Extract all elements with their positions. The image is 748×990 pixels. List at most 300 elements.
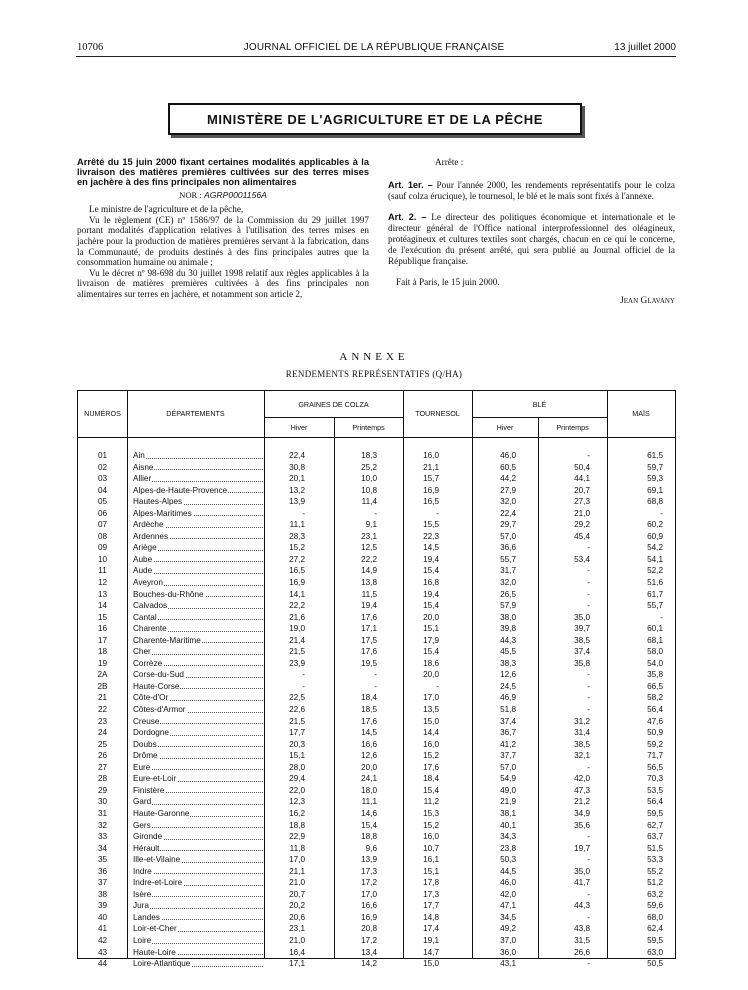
table-row bbox=[78, 877, 675, 889]
cell-numero: 15 bbox=[97, 612, 108, 622]
cell-tournesol: 15,4 bbox=[423, 566, 439, 576]
cell-tournesol: 17,7 bbox=[423, 901, 439, 911]
cell-ble-hiver: 23,8 bbox=[500, 843, 516, 853]
article-1-text: Pour l'année 2000, les rendements représentatifs pour le colza (sauf colza érucique), le tournesol, le blé et le maïs sont fixés à l'annexe. bbox=[388, 180, 675, 202]
cell-tournesol: 19,1 bbox=[423, 935, 439, 945]
article-2-text: Le directeur des politiques économique et internationale et le directeur général de l'Office national interprofessionnel des oléagineux, protéagineux et cultures textiles sont chargés, chacun en ce qui le concerne, de l'exécution du présent arrêté, qui sera publié au Journal officiel de la République française. bbox=[388, 211, 676, 267]
cell-departement bbox=[133, 727, 263, 739]
cell-ble-printemps: - bbox=[587, 451, 590, 460]
cell-departement bbox=[133, 750, 263, 762]
cell-ble-printemps: 50,4 bbox=[574, 462, 590, 472]
cell-tournesol: 11,2 bbox=[423, 797, 439, 807]
cell-colza-printemps: 17,2 bbox=[361, 935, 377, 945]
department-name: Bouches-du-Rhône bbox=[133, 589, 204, 599]
cell-numero: 42 bbox=[97, 935, 108, 945]
department-name: Ain bbox=[133, 451, 145, 460]
cell-ble-printemps: 31,4 bbox=[574, 728, 590, 738]
cell-colza-printemps: - bbox=[374, 508, 377, 518]
cell-ble-printemps: 19,7 bbox=[574, 843, 590, 853]
department-name: Loire bbox=[133, 935, 152, 945]
col-header-colza-hiver: Hiver bbox=[290, 423, 308, 432]
cell-ble-hiver: 31,7 bbox=[500, 566, 516, 576]
department-name: Doubs bbox=[133, 739, 157, 749]
cell-ble-hiver: 40,1 bbox=[500, 820, 516, 830]
department-name: Haute-Corse bbox=[133, 681, 180, 691]
cell-numero: 26 bbox=[97, 751, 108, 761]
cell-ble-hiver: 12,6 bbox=[500, 670, 516, 680]
cell-ble-hiver: 44,5 bbox=[500, 866, 516, 876]
table-row bbox=[78, 496, 675, 508]
cell-ble-hiver: 22,4 bbox=[500, 508, 516, 518]
cell-ble-printemps: - bbox=[587, 566, 590, 576]
department-name: Alpes-de-Haute-Provence bbox=[133, 485, 228, 495]
cell-colza-printemps: 18,3 bbox=[361, 451, 377, 460]
cell-numero: 08 bbox=[97, 531, 108, 541]
cell-mais: 68,0 bbox=[647, 912, 663, 922]
cell-ble-hiver: 29,7 bbox=[500, 520, 516, 530]
cell-tournesol: 18,4 bbox=[423, 774, 439, 784]
cell-numero: 05 bbox=[97, 497, 108, 507]
cell-numero: 10 bbox=[97, 554, 108, 564]
cell-numero: 2A bbox=[97, 670, 108, 680]
cell-colza-printemps: 14,9 bbox=[361, 566, 377, 576]
cell-ble-hiver: 45,5 bbox=[500, 647, 516, 657]
cell-mais: 53,3 bbox=[647, 855, 663, 865]
cell-numero: 41 bbox=[97, 924, 108, 934]
department-name: Cher bbox=[133, 647, 151, 657]
department-name: Indre-et-Loire bbox=[133, 878, 183, 888]
cell-colza-hiver: 22,5 bbox=[289, 693, 305, 703]
department-name: Creuse bbox=[133, 716, 160, 726]
nor-label: NOR : bbox=[179, 189, 202, 200]
department-name: Aube bbox=[133, 554, 153, 564]
cell-tournesol: 15,3 bbox=[423, 808, 439, 818]
cell-departement bbox=[133, 796, 263, 808]
cell-colza-printemps: 19,5 bbox=[361, 658, 377, 668]
cell-colza-hiver: 13,2 bbox=[289, 485, 305, 495]
table-row bbox=[78, 796, 675, 808]
cell-departement bbox=[133, 808, 263, 820]
cell-colza-printemps: 14,6 bbox=[361, 808, 377, 818]
cell-mais: 59,5 bbox=[647, 808, 663, 818]
cell-colza-hiver: 30,8 bbox=[289, 462, 305, 472]
cell-ble-printemps: 41,7 bbox=[574, 878, 590, 888]
cell-departement bbox=[133, 462, 263, 474]
cell-colza-printemps: 17,6 bbox=[361, 716, 377, 726]
cell-mais: 63,0 bbox=[647, 947, 663, 957]
table-row bbox=[78, 519, 675, 531]
preamble-decree: Vu le décret nº 98-698 du 30 juillet 1998 relatif aux règles applicables à la livraison de matières premières cultivées à des fins principales non alimentaires sur terres en jachère, et notamment son article 2, bbox=[77, 267, 369, 299]
cell-tournesol: - bbox=[436, 508, 439, 518]
cell-mais: 50,9 bbox=[647, 728, 663, 738]
department-name: Eure-et-Loir bbox=[133, 774, 177, 784]
cell-ble-hiver: 21,9 bbox=[500, 797, 516, 807]
cell-colza-hiver: 28,3 bbox=[289, 531, 305, 541]
col-header-mais: MAÏS bbox=[632, 409, 650, 418]
cell-ble-printemps: 31,5 bbox=[574, 935, 590, 945]
cell-mais: 60,9 bbox=[647, 531, 663, 541]
department-name: Charente-Maritime bbox=[133, 635, 201, 645]
cell-colza-hiver: 11,8 bbox=[289, 843, 305, 853]
cell-numero: 28 bbox=[97, 774, 108, 784]
cell-numero: 01 bbox=[97, 451, 108, 460]
cell-mais: 68,8 bbox=[647, 497, 663, 507]
cell-ble-hiver: 34,3 bbox=[500, 832, 516, 842]
department-name: Ardennes bbox=[133, 531, 169, 541]
table-row bbox=[78, 554, 675, 566]
cell-colza-hiver: 23,9 bbox=[289, 658, 305, 668]
cell-mais: 66,5 bbox=[647, 681, 663, 691]
cell-ble-hiver: 41,2 bbox=[500, 739, 516, 749]
cell-numero: 06 bbox=[97, 508, 108, 518]
department-name: Côtes-d'Armor bbox=[133, 705, 186, 715]
table-divider bbox=[78, 437, 675, 438]
cell-tournesol: 15,4 bbox=[423, 785, 439, 795]
cell-ble-printemps: 21,2 bbox=[574, 797, 590, 807]
cell-departement bbox=[133, 704, 263, 716]
cell-departement bbox=[133, 692, 263, 704]
department-name: Corrèze bbox=[133, 658, 163, 668]
cell-departement bbox=[133, 508, 263, 520]
dot-leader bbox=[133, 820, 263, 829]
cell-mais: 50,5 bbox=[647, 959, 663, 969]
department-name: Drôme bbox=[133, 751, 158, 761]
dot-leader bbox=[133, 796, 263, 805]
cell-tournesol: 17,0 bbox=[423, 693, 439, 703]
table-row bbox=[78, 542, 675, 554]
preamble-minister: Le ministre de l'agriculture et de la pêche, bbox=[89, 204, 244, 215]
cell-mais: 62,7 bbox=[647, 820, 663, 830]
cell-tournesol: 21,1 bbox=[423, 462, 439, 472]
cell-colza-printemps: 17,0 bbox=[361, 889, 377, 899]
department-name: Finistère bbox=[133, 785, 165, 795]
cell-colza-printemps: 14,5 bbox=[361, 728, 377, 738]
table-row bbox=[78, 635, 675, 647]
cell-colza-hiver: 20,6 bbox=[289, 912, 305, 922]
cell-colza-hiver: 15,1 bbox=[289, 751, 305, 761]
cell-tournesol: 14,7 bbox=[423, 947, 439, 957]
dot-leader bbox=[133, 450, 263, 459]
cell-ble-hiver: 46,0 bbox=[500, 878, 516, 888]
table-row bbox=[78, 820, 675, 832]
table-row bbox=[78, 681, 675, 693]
table-row bbox=[78, 646, 675, 658]
dot-leader bbox=[133, 935, 263, 944]
cell-colza-printemps: 11,1 bbox=[361, 797, 377, 807]
cell-ble-hiver: 49,0 bbox=[500, 785, 516, 795]
table-row bbox=[78, 623, 675, 635]
ministry-title: MINISTÈRE DE L'AGRICULTURE ET DE LA PÊCHE bbox=[168, 103, 582, 135]
cell-tournesol: 17,4 bbox=[423, 924, 439, 934]
table-row bbox=[78, 889, 675, 901]
cell-tournesol: 15,1 bbox=[423, 624, 439, 634]
cell-tournesol: 14,5 bbox=[423, 543, 439, 553]
cell-colza-printemps: 18,0 bbox=[361, 785, 377, 795]
cell-departement bbox=[133, 519, 263, 531]
cell-numero: 18 bbox=[97, 647, 108, 657]
cell-colza-printemps: 25,2 bbox=[361, 462, 377, 472]
cell-colza-hiver: - bbox=[302, 670, 305, 680]
cell-mais: 54,0 bbox=[647, 658, 663, 668]
cell-colza-printemps: 13,8 bbox=[361, 578, 377, 588]
cell-colza-hiver: 11,1 bbox=[289, 520, 305, 530]
cell-departement bbox=[133, 646, 263, 658]
department-name: Isère bbox=[133, 889, 152, 899]
cell-numero: 07 bbox=[97, 520, 108, 530]
journal-title: JOURNAL OFFICIEL DE LA RÉPUBLIQUE FRANÇAISE bbox=[243, 42, 505, 53]
cell-mais: 69,1 bbox=[647, 485, 663, 495]
department-name: Hautes-Alpes bbox=[133, 497, 183, 507]
cell-ble-printemps: - bbox=[587, 670, 590, 680]
cell-numero: 04 bbox=[97, 485, 108, 495]
cell-mais: 71,7 bbox=[647, 751, 663, 761]
cell-ble-printemps: 37,4 bbox=[574, 647, 590, 657]
department-name: Dordogne bbox=[133, 728, 169, 738]
cell-colza-hiver: 20,3 bbox=[289, 739, 305, 749]
dot-leader bbox=[133, 646, 263, 655]
cell-colza-hiver: 16,2 bbox=[289, 808, 305, 818]
table-divider bbox=[264, 417, 403, 418]
cell-colza-printemps: 19,4 bbox=[361, 601, 377, 611]
cell-numero: 2B bbox=[97, 681, 108, 691]
cell-ble-printemps: 27,3 bbox=[574, 497, 590, 507]
cell-ble-hiver: 32,0 bbox=[500, 578, 516, 588]
cell-mais: 51,2 bbox=[647, 878, 663, 888]
cell-colza-hiver: 17,0 bbox=[289, 855, 305, 865]
department-name: Aisne bbox=[133, 462, 154, 472]
cell-tournesol: 19,4 bbox=[423, 589, 439, 599]
cell-colza-printemps: 10,0 bbox=[361, 474, 377, 484]
cell-departement bbox=[133, 820, 263, 832]
cell-mais: 55,7 bbox=[647, 601, 663, 611]
cell-tournesol: 16,9 bbox=[423, 485, 439, 495]
decree-preamble bbox=[77, 157, 369, 300]
cell-numero: 37 bbox=[97, 878, 108, 888]
cell-departement bbox=[133, 773, 263, 785]
cell-mais: 63,2 bbox=[647, 889, 663, 899]
table-row bbox=[78, 485, 675, 497]
cell-colza-hiver: 22,4 bbox=[289, 451, 305, 460]
cell-colza-printemps: 17,5 bbox=[361, 635, 377, 645]
cell-colza-printemps: 24,1 bbox=[361, 774, 377, 784]
table-row bbox=[78, 739, 675, 751]
cell-colza-hiver: - bbox=[302, 508, 305, 518]
cell-numero: 09 bbox=[97, 543, 108, 553]
cell-colza-printemps: 13,9 bbox=[361, 855, 377, 865]
cell-ble-printemps: 45,4 bbox=[574, 531, 590, 541]
cell-mais: 60,2 bbox=[647, 520, 663, 530]
department-name: Gers bbox=[133, 820, 151, 830]
cell-mais: 62,4 bbox=[647, 924, 663, 934]
decree-articles bbox=[388, 157, 675, 307]
cell-departement bbox=[133, 958, 263, 970]
department-name: Landes bbox=[133, 912, 160, 922]
cell-colza-printemps: 23,1 bbox=[361, 531, 377, 541]
cell-mais: 60,1 bbox=[647, 624, 663, 634]
arrete-heading: Arrête : bbox=[435, 157, 464, 167]
cell-ble-printemps: - bbox=[587, 855, 590, 865]
table-row bbox=[78, 612, 675, 624]
cell-ble-printemps: 35,6 bbox=[574, 820, 590, 830]
cell-ble-printemps: - bbox=[587, 762, 590, 772]
cell-tournesol: 13,5 bbox=[423, 705, 439, 715]
cell-colza-printemps: 22,2 bbox=[361, 554, 377, 564]
cell-numero: 14 bbox=[97, 601, 108, 611]
table-row bbox=[78, 947, 675, 959]
cell-tournesol: 16,1 bbox=[423, 855, 439, 865]
cell-ble-hiver: 51,8 bbox=[500, 705, 516, 715]
cell-ble-hiver: 34,5 bbox=[500, 912, 516, 922]
table-row bbox=[78, 854, 675, 866]
cell-ble-printemps: - bbox=[587, 601, 590, 611]
cell-numero: 38 bbox=[97, 889, 108, 899]
department-name: Eure bbox=[133, 762, 151, 772]
cell-tournesol: 15,7 bbox=[423, 474, 439, 484]
department-name: Aveyron bbox=[133, 578, 163, 588]
cell-ble-hiver: 54,9 bbox=[500, 774, 516, 784]
cell-mais: 56,4 bbox=[647, 705, 663, 715]
cell-mais: 59,5 bbox=[647, 935, 663, 945]
table-row bbox=[78, 785, 675, 797]
cell-ble-printemps: 20,7 bbox=[574, 485, 590, 495]
cell-ble-printemps: 38,5 bbox=[574, 739, 590, 749]
annex-subtitle: RENDEMENTS REPRÉSENTATIFS (Q/HA) bbox=[285, 369, 463, 379]
cell-tournesol: 17,9 bbox=[423, 635, 439, 645]
cell-departement bbox=[133, 600, 263, 612]
cell-ble-printemps: - bbox=[587, 705, 590, 715]
table-row bbox=[78, 762, 675, 774]
cell-numero: 25 bbox=[97, 739, 108, 749]
cell-colza-hiver: 29,4 bbox=[289, 774, 305, 784]
table-row bbox=[78, 473, 675, 485]
department-name: Loire-Atlantique bbox=[133, 959, 191, 969]
cell-colza-hiver: 22,9 bbox=[289, 832, 305, 842]
cell-departement bbox=[133, 623, 263, 635]
cell-mais: 58,0 bbox=[647, 647, 663, 657]
cell-colza-hiver: 22,0 bbox=[289, 785, 305, 795]
department-name: Indre bbox=[133, 866, 152, 876]
nor-reference bbox=[77, 190, 369, 201]
cell-mais: 59,2 bbox=[647, 739, 663, 749]
cell-colza-hiver: 17,7 bbox=[289, 728, 305, 738]
cell-tournesol: 16,0 bbox=[423, 739, 439, 749]
cell-colza-printemps: 10,8 bbox=[361, 485, 377, 495]
cell-colza-hiver: 23,1 bbox=[289, 924, 305, 934]
preamble-regulation: Vu le règlement (CE) nº 1586/97 de la Commission du 29 juillet 1997 portant modalités d'application relatives à l'utilisation des terres mises en jachère pour la production de matières premières servant à la fabrication, dans la Communauté, de produits destinés à des fins principales autres que la consommation humaine ou animale ; bbox=[77, 214, 369, 268]
col-header-tournesol: TOURNESOL bbox=[415, 409, 460, 418]
cell-ble-hiver: 32,0 bbox=[500, 497, 516, 507]
department-name: Gard bbox=[133, 797, 152, 807]
cell-ble-printemps: 38,5 bbox=[574, 635, 590, 645]
col-header-departements: DÉPARTEMENTS bbox=[166, 409, 225, 418]
cell-colza-hiver: 16,4 bbox=[289, 947, 305, 957]
cell-departement bbox=[133, 785, 263, 797]
cell-numero: 40 bbox=[97, 912, 108, 922]
department-name: Gironde bbox=[133, 832, 163, 842]
cell-colza-hiver: 21,4 bbox=[289, 635, 305, 645]
cell-colza-printemps: 17,2 bbox=[361, 878, 377, 888]
cell-mais: 51,5 bbox=[647, 843, 663, 853]
cell-colza-printemps: 12,5 bbox=[361, 543, 377, 553]
table-row bbox=[78, 692, 675, 704]
cell-numero: 19 bbox=[97, 658, 108, 668]
table-row bbox=[78, 704, 675, 716]
cell-colza-hiver: 13,9 bbox=[289, 497, 305, 507]
cell-ble-printemps: 35,8 bbox=[574, 658, 590, 668]
cell-numero: 36 bbox=[97, 866, 108, 876]
table-body bbox=[78, 450, 675, 970]
table-row bbox=[78, 716, 675, 728]
cell-colza-hiver: - bbox=[302, 681, 305, 691]
signature: Jean Glavany bbox=[620, 295, 675, 306]
page-number: 10706 bbox=[77, 42, 104, 53]
cell-ble-printemps: 43,8 bbox=[574, 924, 590, 934]
cell-ble-hiver: 24,5 bbox=[500, 681, 516, 691]
dot-leader bbox=[133, 889, 263, 898]
cell-colza-printemps: 20,8 bbox=[361, 924, 377, 934]
table-row bbox=[78, 923, 675, 935]
cell-departement bbox=[133, 843, 263, 855]
table-row bbox=[78, 508, 675, 520]
cell-colza-hiver: 18,8 bbox=[289, 820, 305, 830]
cell-mais: 63,7 bbox=[647, 832, 663, 842]
cell-ble-hiver: 44,2 bbox=[500, 474, 516, 484]
table-row bbox=[78, 773, 675, 785]
cell-tournesol: 15,2 bbox=[423, 751, 439, 761]
cell-tournesol: 15,1 bbox=[423, 866, 439, 876]
department-name: Ariège bbox=[133, 543, 157, 553]
table-row bbox=[78, 900, 675, 912]
cell-ble-printemps: - bbox=[587, 543, 590, 553]
cell-tournesol: 15,0 bbox=[423, 959, 439, 969]
cell-colza-hiver: 27,2 bbox=[289, 554, 305, 564]
cell-mais: 59,6 bbox=[647, 901, 663, 911]
cell-numero: 11 bbox=[98, 566, 107, 576]
cell-colza-printemps: 18,4 bbox=[361, 693, 377, 703]
cell-numero: 39 bbox=[97, 901, 108, 911]
department-name: Charente bbox=[133, 624, 167, 634]
cell-ble-hiver: 47,1 bbox=[500, 901, 516, 911]
cell-colza-hiver: 21,0 bbox=[289, 878, 305, 888]
cell-mais: 58,2 bbox=[647, 693, 663, 703]
table-row bbox=[78, 727, 675, 739]
cell-tournesol: 10,7 bbox=[423, 843, 439, 853]
cell-departement bbox=[133, 762, 263, 774]
cell-numero: 31 bbox=[97, 808, 108, 818]
cell-ble-printemps: 21,0 bbox=[574, 508, 590, 518]
cell-mais: 54,1 bbox=[647, 554, 663, 564]
cell-tournesol: 15,4 bbox=[423, 601, 439, 611]
cell-colza-hiver: 20,7 bbox=[289, 889, 305, 899]
cell-colza-hiver: 21,5 bbox=[289, 716, 305, 726]
department-name: Hérault bbox=[133, 843, 160, 853]
cell-tournesol: 17,8 bbox=[423, 878, 439, 888]
cell-ble-printemps: - bbox=[587, 959, 590, 969]
cell-numero: 02 bbox=[97, 462, 108, 472]
cell-departement bbox=[133, 716, 263, 728]
table-row bbox=[78, 669, 675, 681]
cell-departement bbox=[133, 589, 263, 601]
cell-colza-printemps: 16,6 bbox=[361, 901, 377, 911]
cell-colza-printemps: 17,6 bbox=[361, 647, 377, 657]
department-name: Calvados bbox=[133, 601, 168, 611]
cell-tournesol: 15,5 bbox=[423, 520, 439, 530]
cell-ble-hiver: 27,9 bbox=[500, 485, 516, 495]
cell-mais: 35,8 bbox=[647, 670, 663, 680]
cell-departement bbox=[133, 889, 263, 901]
cell-numero: 43 bbox=[97, 947, 108, 957]
cell-colza-printemps: 18,8 bbox=[361, 832, 377, 842]
